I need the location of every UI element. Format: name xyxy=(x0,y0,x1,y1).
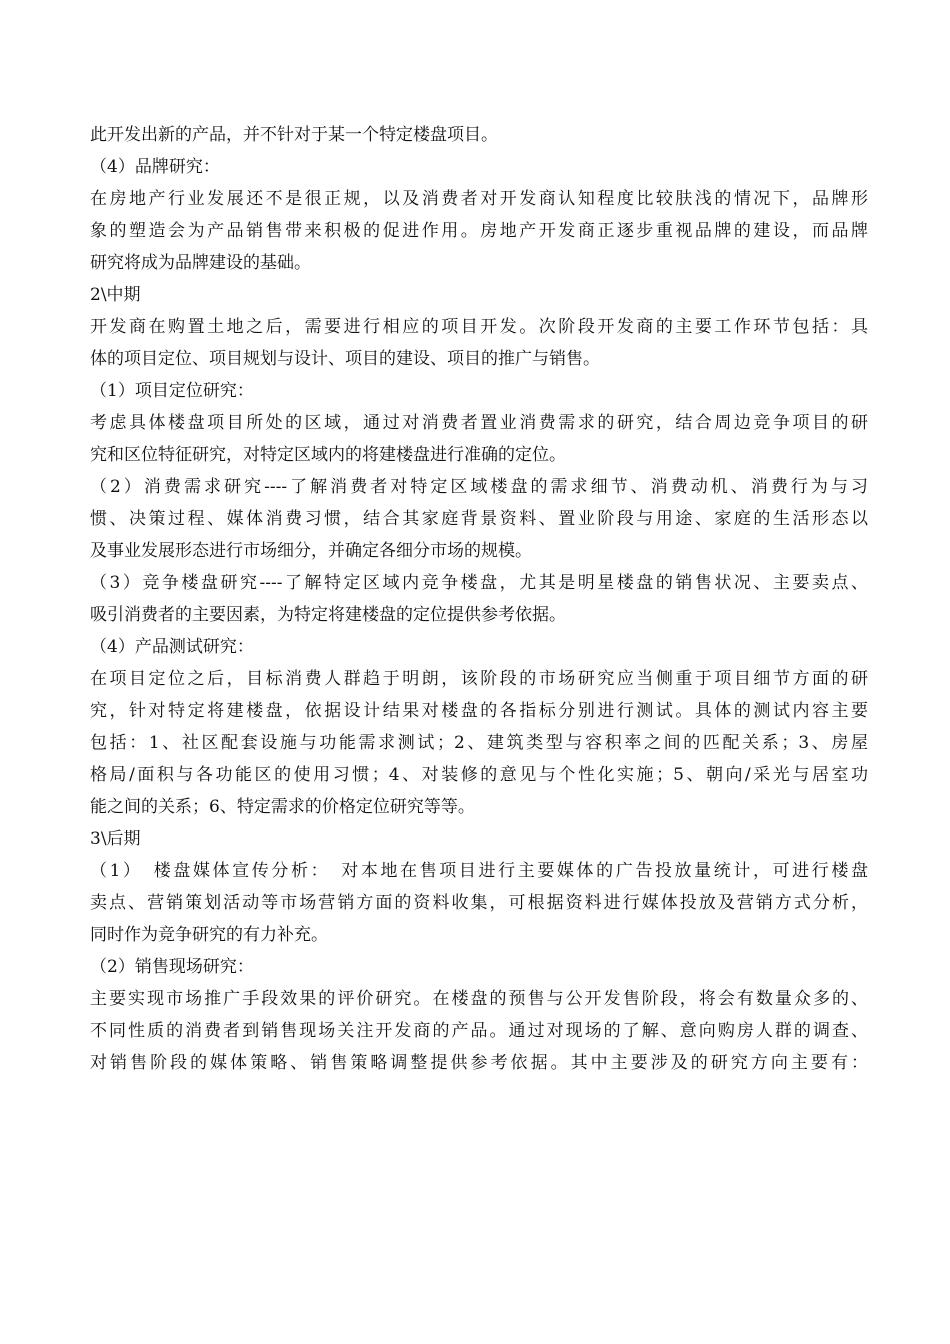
text-line: 究，针对特定将建楼盘，依据设计结果对楼盘的各指标分别进行测试。具体的测试内容主要 xyxy=(90,701,868,721)
text-line: （3）竞争楼盘研究----了解特定区域内竞争楼盘，尤其是明星楼盘的销售状况、主要卖点、 xyxy=(90,573,868,593)
text-line: 格局/面积与各功能区的使用习惯；4、对装修的意见与个性化实施；5、朝向/采光与居室功 xyxy=(90,765,868,785)
text-line: 3\后期 xyxy=(90,829,141,849)
text-line: 不同性质的消费者到销售现场关注开发商的产品。通过对现场的了解、意向购房人群的调查、 xyxy=(90,1021,868,1041)
text-line: （2）销售现场研究： xyxy=(90,957,254,977)
text-line: （1） 楼盘媒体宣传分析： 对本地在售项目进行主要媒体的广告投放量统计，可进行楼盘 xyxy=(90,861,868,881)
text-line: 主要实现市场推广手段效果的评价研究。在楼盘的预售与公开发售阶段，将会有数量众多的、 xyxy=(90,989,868,1009)
text-line: （2）消费需求研究----了解消费者对特定区域楼盘的需求细节、消费动机、消费行为与习 xyxy=(90,477,868,497)
text-line: （1）项目定位研究： xyxy=(90,381,254,401)
text-line: （4）品牌研究： xyxy=(90,157,220,177)
text-line: 研究将成为品牌建设的基础。 xyxy=(90,253,311,273)
text-line: 吸引消费者的主要因素，为特定将建楼盘的定位提供参考依据。 xyxy=(90,605,566,625)
text-line: 开发商在购置土地之后，需要进行相应的项目开发。次阶段开发商的主要工作环节包括：具 xyxy=(90,317,868,337)
text-line: 2\中期 xyxy=(90,285,141,305)
text-line: 在房地产行业发展还不是很正规，以及消费者对开发商认知程度比较肤浅的情况下，品牌形 xyxy=(90,189,868,209)
document-page xyxy=(90,119,868,1079)
text-line: 及事业发展形态进行市场细分，并确定各细分市场的规模。 xyxy=(90,541,532,561)
text-line: （4）产品测试研究： xyxy=(90,637,254,657)
text-line: 卖点、营销策划活动等市场营销方面的资料收集，可根据资料进行媒体投放及营销方式分析， xyxy=(90,893,868,913)
text-line: 在项目定位之后，目标消费人群趋于明朗，该阶段的市场研究应当侧重于项目细节方面的研 xyxy=(90,669,868,689)
text-line: 考虑具体楼盘项目所处的区域，通过对消费者置业消费需求的研究，结合周边竞争项目的研 xyxy=(90,413,868,433)
text-line: 同时作为竞争研究的有力补充。 xyxy=(90,925,328,945)
text-line: 包括：1、社区配套设施与功能需求测试；2、建筑类型与容积率之间的匹配关系；3、房屋 xyxy=(90,733,868,753)
text-line: 惯、决策过程、媒体消费习惯，结合其家庭背景资料、置业阶段与用途、家庭的生活形态以 xyxy=(90,509,868,529)
text-line: 体的项目定位、项目规划与设计、项目的建设、项目的推广与销售。 xyxy=(90,349,600,369)
text-line: 此开发出新的产品，并不针对于某一个特定楼盘项目。 xyxy=(90,125,498,145)
text-line: 象的塑造会为产品销售带来积极的促进作用。房地产开发商正逐步重视品牌的建设，而品牌 xyxy=(90,221,868,241)
text-line: 究和区位特征研究，对特定区域内的将建楼盘进行准确的定位。 xyxy=(90,445,566,465)
text-line: 能之间的关系；6、特定需求的价格定位研究等等。 xyxy=(90,797,475,817)
text-line: 对销售阶段的媒体策略、销售策略调整提供参考依据。其中主要涉及的研究方向主要有： xyxy=(90,1053,868,1073)
